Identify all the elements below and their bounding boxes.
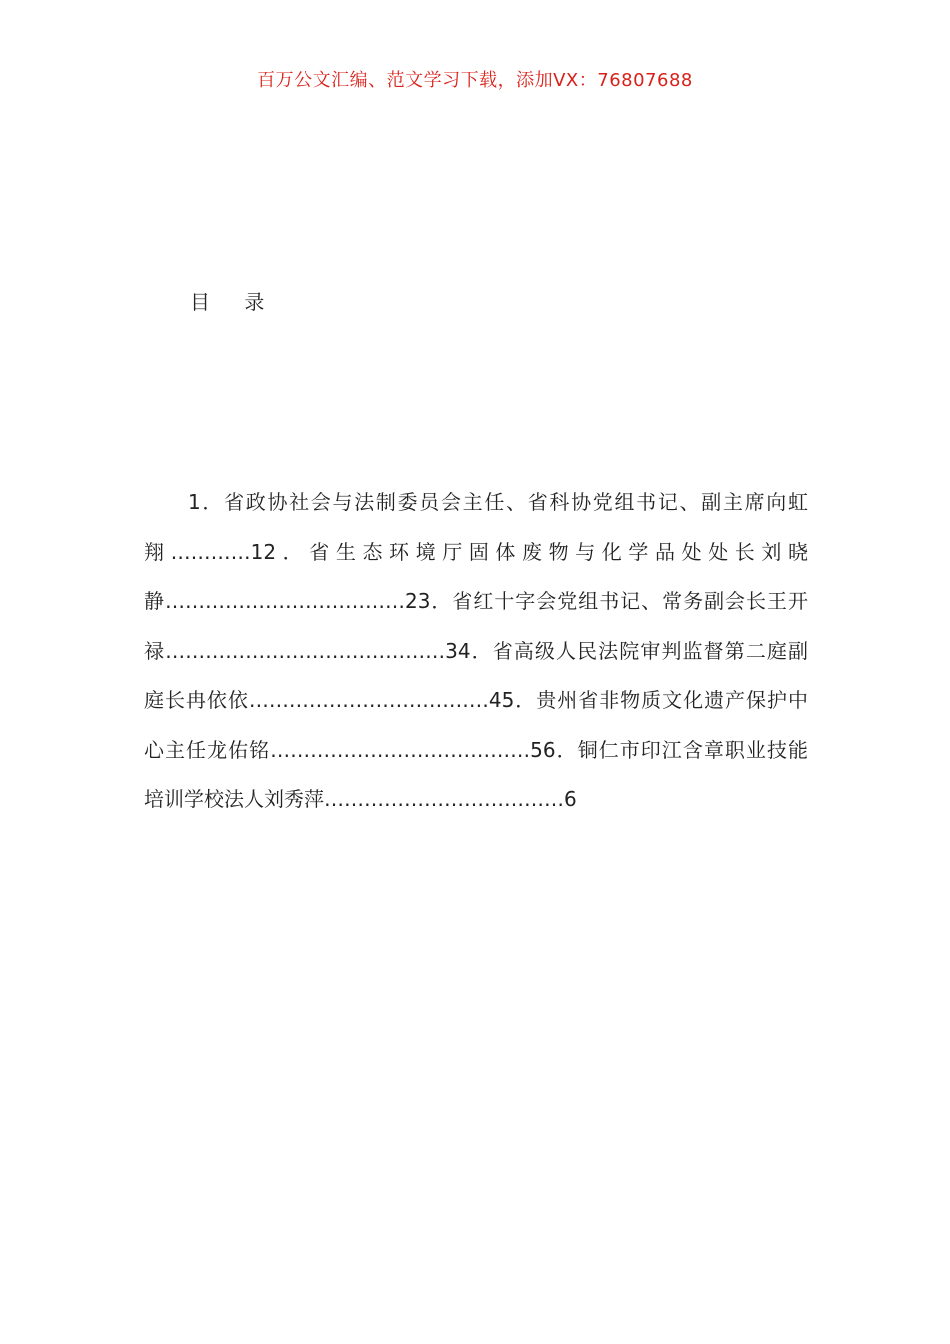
toc-entry-4[interactable]: 4．省高级人民法院审判监督第二庭副庭长冉依依………………………………4	[144, 638, 808, 712]
toc-entry-6[interactable]: 6．铜仁市印江含章职业技能培训学校法人刘秀萍………………………………6	[144, 737, 808, 811]
toc-entry-1[interactable]: 1．省政协社会与法制委员会主任、省科协党组书记、副主席向虹翔…………1	[144, 490, 808, 564]
toc-entry-2[interactable]: 2．省生态环境厅固体废物与化学品处处长刘晓静………………………………2	[144, 539, 808, 613]
toc-list	[144, 478, 808, 825]
header-watermark-banner: 百万公文汇编、范文学习下载，添加VX：76807688	[257, 70, 693, 91]
toc-entry-5[interactable]: 5．贵州省非物质文化遗产保护中心主任龙佑铭…………………………………5	[144, 688, 808, 762]
toc-entry-3[interactable]: 3．省红十字会党组书记、常务副会长王开禄……………………………………3	[144, 589, 808, 663]
toc-title: 目 录	[190, 290, 279, 314]
